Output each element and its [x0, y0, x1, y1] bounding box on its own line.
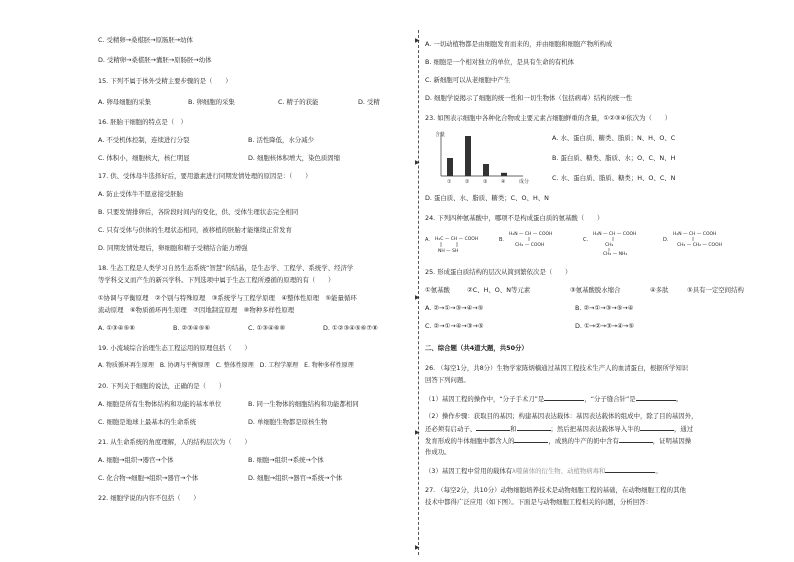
q21-stem: 21. 从生命系统的角度理解，人的结构层次为（ ）: [98, 438, 251, 446]
answer-blank[interactable]: [517, 424, 551, 431]
q20-option-d: D. 单细胞生物都是原核生物: [248, 418, 328, 426]
q20-option-b: B. 同一生物体的细胞结构和功能都相同: [248, 400, 359, 408]
svg-text:H₂C — CH — COOH: H₂C — CH — COOH: [435, 237, 479, 242]
q20-stem: 20. 下列关于细胞的说法，正确的是（ ）: [98, 382, 226, 390]
amino-acid-d-structure: [671, 228, 745, 256]
q26-part-1: （1）基因工程的操作中，“分子手术刀”是 ，“分子缝合针”是 。: [425, 395, 683, 403]
amino-acid-a-structure: [433, 228, 493, 256]
q24-structures: [425, 228, 745, 258]
q24-label-c: C.: [583, 237, 589, 243]
q26-text: λ噬菌体的衍生物、动植物病毒和: [512, 467, 606, 475]
tick-label-4: ④: [501, 179, 506, 185]
svg-text:H₂N — CH — COOH: H₂N — CH — COOH: [509, 232, 553, 237]
bar-4: [501, 173, 507, 176]
q25-item-1: ①氨基酸: [425, 286, 450, 294]
q26-text: ，通过: [673, 425, 694, 433]
bar-3: [483, 164, 489, 176]
divider-arrow-icon: ▶: [415, 429, 420, 436]
q23-bar-chart: [427, 126, 542, 186]
q26-text: 和: [510, 425, 517, 433]
svg-text:CH₂ — NH₂: CH₂ — NH₂: [603, 252, 628, 256]
svg-text:H₂N — CH — COOH: H₂N — CH — COOH: [593, 232, 637, 237]
divider-arrow-icon: ▶: [415, 159, 420, 166]
answer-blank[interactable]: [476, 424, 510, 431]
answer-blank[interactable]: [636, 394, 676, 401]
q16-option-a: A. 不受机体控制，连续进行分裂: [98, 136, 190, 144]
q24-label-d: D.: [663, 237, 669, 243]
q26-part-2-line-3: [425, 436, 691, 445]
q16-stem: 16. 胚胎干细胞的特点是（ ）: [98, 118, 187, 126]
tick-label-2: ②: [465, 179, 470, 185]
svg-text:CH₂ — COOH: CH₂ — COOH: [515, 243, 545, 248]
q25-item-4: ④多肽: [650, 286, 669, 294]
q22-option-d: D. 细胞学说揭示了细胞的统一性和一切生物体（包括病毒）结构的统一性: [425, 94, 633, 102]
q15-option-a: A. 卵母细胞的采集: [98, 98, 152, 106]
q22-option-b: B. 细胞是一个相对独立的单位，是具有生命的有机体: [425, 58, 575, 66]
q16-option-c: C. 体积小，细胞核大，核仁明显: [98, 154, 190, 162]
q26-text: ；然后把基因表达载体导入牛的: [550, 425, 640, 433]
svg-text:NH — SH: NH — SH: [438, 249, 459, 254]
q18-option-b: B. ②③④⑤⑥: [173, 324, 211, 332]
q17-option-a: A. 防止受体牛不愿意接受胚胎: [98, 190, 184, 198]
tick-label-1: ①: [447, 179, 452, 185]
q17-stem: 17. 供、受体母牛选择好后，要用激素进行同期发情处理的原因是：（ ）: [98, 172, 312, 180]
q20-option-a: A. 细胞是所有生物体结构和功能的基本单位: [98, 400, 222, 408]
answer-blank[interactable]: [544, 394, 584, 401]
q15-stem: 15. 下列不属于体外受精主要步骤的是（ ）: [98, 77, 232, 85]
q26-part-1-text: （1）基因工程的操作中，“分子手术刀”是: [425, 395, 545, 403]
tick-label-3: ③: [483, 179, 488, 185]
q18-option-c: C. ①③④⑥⑧: [248, 324, 286, 332]
q15-option-c: C. 精子的获能: [278, 98, 319, 106]
q25-option-b: B. ②→①→③→⑤→④: [575, 304, 634, 312]
q20-option-c: C. 细胞是地球上最基本的生命系统: [98, 418, 196, 426]
q22-option-c: C. 新细胞可以从老细胞中产生: [425, 76, 511, 84]
q21-option-b: B. 细胞→组织→系统→个体: [248, 456, 324, 464]
divider-arrow-icon: ▶: [415, 294, 420, 301]
answer-blank[interactable]: [514, 436, 548, 443]
divider-arrow-icon: ▶: [415, 544, 420, 551]
q26-text: 还必须有启动子、: [425, 425, 477, 433]
q18-stem-line-2: 等学科交叉而产生的新兴学科。下列选项中属于生态工程所遵循的原理的有（ ）: [98, 276, 335, 284]
svg-text:CH₂: CH₂: [605, 243, 614, 248]
q18-principles-line-2: 流动原理 ⑥物质循环再生原理 ⑦因地制宜原理 ⑧物种多样性原理: [98, 306, 295, 314]
q21-option-c: C. 化合物→细胞→组织→器官→个体: [98, 474, 199, 482]
column-divider: [415, 30, 420, 555]
q19-stem: 19. 小流域综合治理生态工程运用的原理包括（ ）: [98, 344, 251, 352]
q25-stem: 25. 形成蛋白质结构的层次从简到繁依次是（ ）: [425, 268, 572, 276]
q23-option-d: D. 蛋白质、水、脂质、糖类；C、O、H、N: [425, 194, 549, 202]
q22-option-a: A. 一切动植物都是由细胞发育而来的，并由细胞和细胞产物所构成: [425, 40, 613, 48]
q14-option-c: C. 受精卵→桑椹胚→原肠胚→幼体: [98, 36, 193, 44]
q24-label-b: B.: [499, 237, 505, 243]
q25-option-a: A. ②→①→③→④→⑤: [425, 304, 484, 312]
q22-stem: 22. 细胞学说的内容不包括（ ）: [98, 494, 200, 502]
q15-option-b: B. 卵细胞的采集: [188, 98, 235, 106]
svg-text:CH₂ — CH₂ — COOH: CH₂ — CH₂ — COOH: [677, 243, 722, 248]
amino-acid-c-structure: [591, 228, 661, 256]
q17-option-d: D. 同期发情处理后，卵细胞和精子受精结合能力增强: [98, 244, 248, 252]
amino-acid-b-structure: [507, 228, 577, 256]
q26-text: 发育形成的牛体细胞中都含人的: [425, 437, 515, 445]
q16-option-d: D. 细胞核体积增大，染色质固缩: [248, 154, 341, 162]
divider-arrow-icon: ▶: [415, 37, 420, 44]
q24-label-a: A.: [425, 237, 430, 243]
q23-option-b: B. 蛋白质、糖类、脂质、水；O、C、N、H: [552, 154, 676, 162]
q26-part-2-line-2: [425, 424, 693, 433]
q18-option-a: A. ①③④⑤⑧: [98, 324, 135, 332]
q26-line-2: 回答下列问题。: [425, 376, 470, 384]
q23-option-a: A. 水、蛋白质、糖类、脂质；N、H、O、C: [552, 134, 676, 142]
q18-option-d: D. ①②③④⑤⑥⑦⑧: [323, 324, 378, 332]
bar-2: [465, 136, 471, 176]
q14-option-d: D. 受精卵→桑椹胚→囊胚→原肠胚→幼体: [98, 56, 212, 64]
q26-part-1-text-2: ，“分子缝合针”是: [584, 395, 636, 403]
q27-line-2: 技术中都得广泛应用（如下图）。下面是与动物细胞工程相关的问题，分析回答：: [425, 498, 652, 506]
q15-option-d: D. 受精: [358, 98, 380, 106]
q26-line-1: 26. （每空1分，共8分）生物学家陈炳楠通过基因工程技术生产人的血清蛋白，根据所学知识: [425, 364, 689, 372]
q25-item-3: ③氨基酸脱水缩合: [570, 286, 621, 294]
answer-blank[interactable]: [605, 466, 655, 473]
answer-blank[interactable]: [640, 424, 674, 431]
q18-principles-line-1: ①协调与平衡原理 ②个别与特殊原理 ③系统学与工程学原理 ④整体性原理 ⑤能量循环: [98, 294, 357, 302]
q25-item-2: ②C、H、O、N等元素: [467, 286, 531, 294]
section-2-heading: 二、综合题（共4道大题，共50分）: [425, 344, 528, 352]
y-axis-label: 含量: [435, 132, 446, 138]
bar-1: [447, 158, 453, 176]
q17-option-c: C. 只有受体与供体的生理状态相同，被移植的胚胎才能继续正常发育: [98, 226, 292, 234]
answer-blank[interactable]: [619, 436, 653, 443]
q16-option-b: B. 活性降低，水分减少: [248, 136, 314, 144]
q26-text: ，证明基因操: [652, 437, 692, 445]
q26-text: （3）基因工程中常用的载体有: [425, 467, 513, 475]
svg-text:H₂N — CH — COOH: H₂N — CH — COOH: [673, 232, 717, 237]
q24-stem: 24. 下列四种氨基酸中，哪项不是构成蛋白质的氨基酸（ ）: [425, 214, 604, 222]
q23-option-c: C. 水、蛋白质、脂质、糖类；H、O、C、N: [552, 174, 676, 182]
q27-line-1: 27. （每空2分，共10分）动物细胞培养技术是动物细胞工程的基础，在动物细胞工程的其他: [425, 486, 686, 494]
q25-item-5: ⑤具有一定空间结构: [687, 286, 744, 294]
q25-option-c: C. ②→①→④→③→⑤: [425, 322, 484, 330]
q21-option-d: D. 细胞→组织→器官→系统→个体: [248, 474, 343, 482]
x-axis-label: 成分: [519, 179, 530, 185]
q23-stem: 23. 如图表示细胞中各种化合物或主要元素占细胞鲜重的含量，①②③④依次为（ ）: [425, 114, 672, 122]
q26-text: ，成熟的牛产的奶中含有: [548, 437, 619, 445]
q26-part-2-line-1: （2）操作步骤：获取目的基因；构建基因表达载体：基因表达载体的组成中，除了目的基因外，: [425, 412, 698, 420]
q26-part-3: （3）基因工程中常用的载体有λ噬菌体的衍生物、动植物病毒和 。: [425, 467, 662, 475]
q21-option-a: A. 细胞→组织→器官→个体: [98, 456, 174, 464]
q19-options: A. 物质循环再生原理 B. 协调与平衡原理 C. 整体性原理 D. 工程学原理 E. 物种多样性原理: [98, 362, 354, 369]
q25-option-d: D. ①→②→③→④→⑤: [575, 322, 635, 330]
q17-option-b: B. 只要发情排卵后，各阶段时间内的变化，供、受体生理状态完全相同: [98, 208, 299, 216]
q18-stem-line-1: 18. 生态工程是人类学习自然生态系统“智慧”的结晶，是生态学、工程学、系统学、经济学: [98, 264, 354, 272]
q26-part-2-line-4: 作成功。: [425, 448, 451, 456]
